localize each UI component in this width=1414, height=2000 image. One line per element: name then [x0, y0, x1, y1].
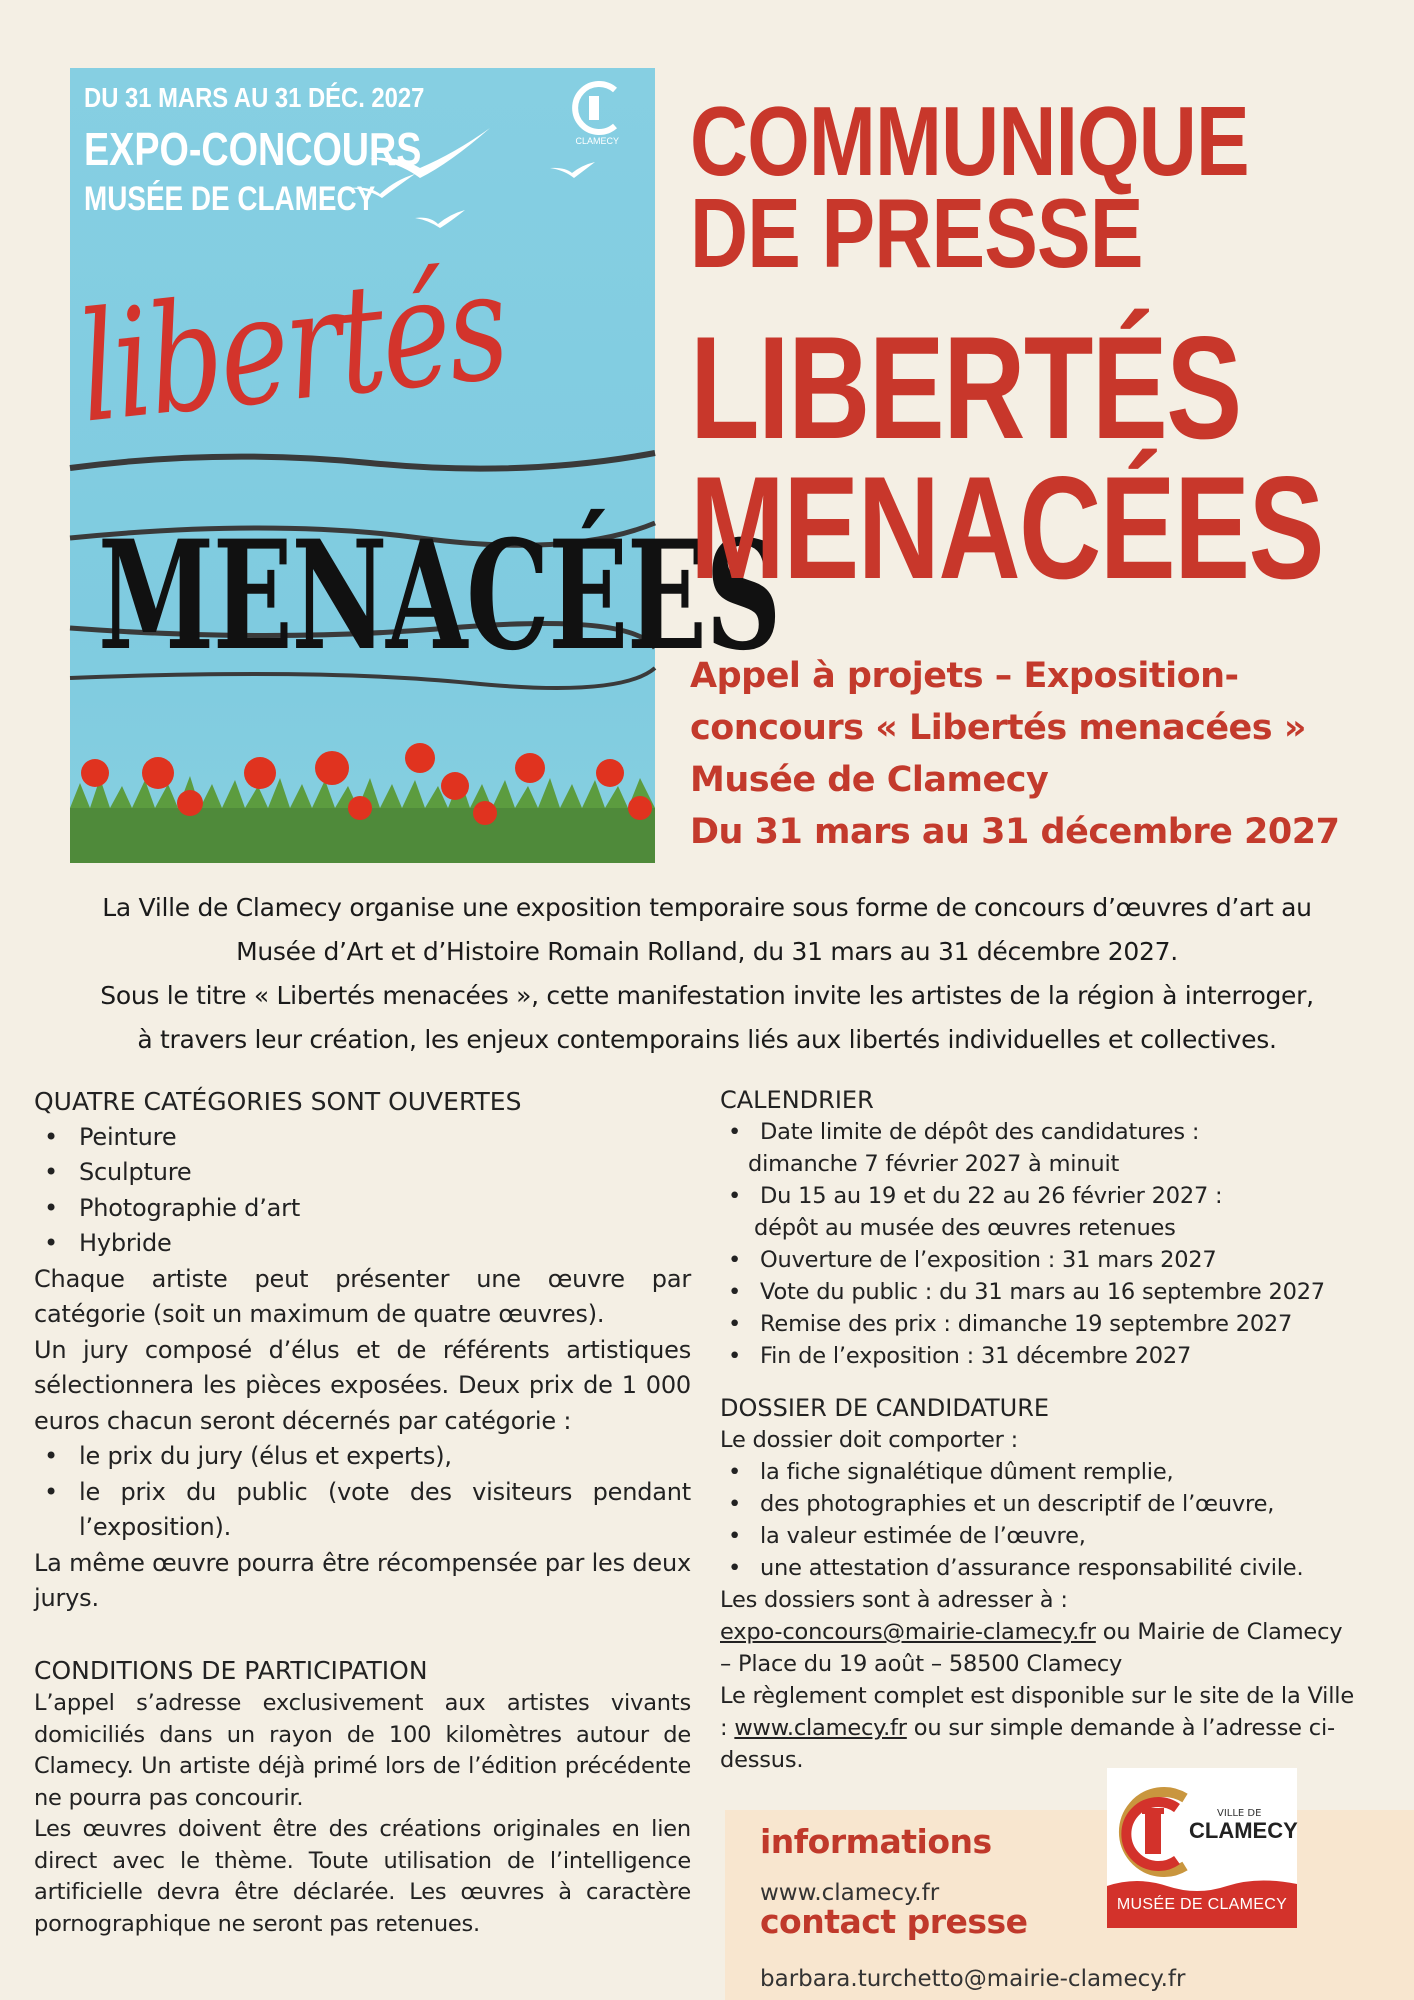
poster-musee-line: MUSÉE DE CLAMECY: [84, 180, 376, 218]
reglement-line3: dessus.: [720, 1747, 804, 1773]
website-link[interactable]: www.clamecy.fr: [734, 1715, 907, 1741]
communique-line2: DE PRESSE: [690, 178, 1143, 288]
left-column: [34, 1084, 691, 1940]
dossier-intro: Le dossier doit comporter :: [720, 1427, 1018, 1453]
categories-para3: La même œuvre pourra être récompensée par les deux jurys.: [34, 1548, 691, 1612]
reglement-line2: [720, 1712, 1390, 1744]
intro-line1: La Ville de Clamecy organise une exposition temporaire sous forme de concours d’œuvres d’art au: [102, 893, 1312, 922]
intro-line2: Musée d’Art et d’Histoire Romain Rolland, du 31 mars au 31 décembre 2027.: [236, 937, 1178, 966]
info-title: informations: [760, 1822, 992, 1861]
main-title: [690, 306, 1323, 609]
appel-line2: concours « Libertés menacées »: [690, 708, 1306, 748]
address-line2: – Place du 19 août – 58500 Clamecy: [720, 1651, 1123, 1677]
dossier-title: DOSSIER DE CANDIDATURE: [720, 1394, 1050, 1422]
reglement-line1: Le règlement complet est disponible sur le site de la Ville: [720, 1683, 1354, 1709]
appel-line3: Musée de Clamecy: [690, 760, 1049, 800]
dossier-list: [720, 1456, 1390, 1584]
conditions-title: CONDITIONS DE PARTICIPATION: [34, 1655, 428, 1685]
intro-line3: Sous le titre « Libertés menacées », cette manifestation invite les artistes de la région à interroger,: [100, 981, 1314, 1010]
title-line1: LIBERTÉS: [690, 306, 1241, 469]
info-url-link[interactable]: www.clamecy.fr: [760, 1880, 940, 1906]
poster-logo-label: CLAMECY: [575, 136, 619, 146]
categories-para2: Un jury composé d’élus et de référents artistiques sélectionnera les pièces exposées. Deux prix de 1 000 euros chacun seront décernés par catégorie :: [34, 1335, 691, 1435]
list-item: • Hybride: [34, 1226, 691, 1262]
conditions-para2: Les œuvres doivent être des créations originales en lien direct avec le thème. Toute utilisation de l’intelligence artificielle devra être déclarée. Les œuvres à caractère pornographique ne seront pas retenues.: [34, 1816, 691, 1937]
poster-expo-line: EXPO-CONCOURS: [84, 123, 422, 175]
categories-para1: Chaque artiste peut présenter une œuvre par catégorie (soit un maximum de quatre œuvres).: [34, 1264, 691, 1328]
categories-list: [34, 1120, 691, 1262]
list-item: • Photographie d’art: [34, 1191, 691, 1227]
list-item: • Remise des prix : dimanche 19 septembre 2027: [720, 1308, 1390, 1340]
categories-title: QUATRE CATÉGORIES SONT OUVERTES: [34, 1087, 522, 1116]
intro-line4: à travers leur création, les enjeux contemporains liés aux libertés individuelles et collectives.: [137, 1025, 1277, 1054]
calendar-item-line: • Date limite de dépôt des candidatures :: [760, 1119, 1200, 1145]
logo-musee: MUSÉE DE CLAMECY: [1116, 1896, 1288, 1913]
list-item: • Vote du public : du 31 mars au 16 septembre 2027: [720, 1276, 1390, 1308]
calendar-item-line: dépôt au musée des œuvres retenues: [754, 1215, 1176, 1241]
musee-logo: [1107, 1768, 1297, 1928]
list-item: • la valeur estimée de l’œuvre,: [720, 1520, 1390, 1552]
dossier-send-to: Les dossiers sont à adresser à :: [720, 1587, 1068, 1613]
list-item: • une attestation d’assurance responsabilité civile.: [720, 1552, 1390, 1584]
poster-script-word: libertés: [70, 238, 514, 457]
list-item: [720, 1180, 1390, 1244]
list-item: • Fin de l’exposition : 31 décembre 2027: [720, 1340, 1390, 1372]
contact-title: contact presse: [760, 1902, 1028, 1941]
list-item: • Peinture: [34, 1120, 691, 1156]
list-item: • le prix du public (vote des visiteurs pendant l’exposition).: [34, 1475, 691, 1546]
title-line2: MENACÉES: [690, 446, 1323, 609]
info-box: [725, 1810, 1414, 2000]
poster-black-word: MENACÉES: [98, 508, 780, 684]
dossier-address: [720, 1616, 1390, 1648]
email-link[interactable]: expo-concours@mairie-clamecy.fr: [720, 1619, 1096, 1645]
poster-date-line: DU 31 MARS AU 31 DÉC. 2027: [84, 82, 425, 113]
list-item: • Ouverture de l’exposition : 31 mars 2027: [720, 1244, 1390, 1276]
logo-ville: VILLE DE: [1217, 1808, 1262, 1819]
calendrier-title: CALENDRIER: [720, 1086, 874, 1114]
appel-line1: Appel à projets – Exposition-: [690, 656, 1239, 696]
calendar-item-line: dimanche 7 février 2027 à minuit: [748, 1151, 1120, 1177]
reglement-colon: :: [720, 1715, 735, 1741]
appel-subtitle: [690, 650, 1390, 858]
poster-image: [70, 68, 780, 863]
address-text: ou Mairie de Clamecy: [1095, 1619, 1343, 1645]
conditions-para1: L’appel s’adresse exclusivement aux artistes vivants domiciliés dans un rayon de 100 kilomètres autour de Clamecy. Un artiste déjà primé lors de l’édition précédente ne pourra pas concourir.: [34, 1690, 691, 1811]
calendrier-list: [720, 1116, 1390, 1372]
calendar-item-line: • Du 15 au 19 et du 22 au 26 février 2027 :: [760, 1183, 1223, 1209]
communique-line1: COMMUNIQUE: [690, 86, 1249, 196]
prizes-list: [34, 1439, 691, 1546]
list-item: • des photographies et un descriptif de l’œuvre,: [720, 1488, 1390, 1520]
list-item: • la fiche signalétique dûment remplie,: [720, 1456, 1390, 1488]
right-column: [720, 1084, 1390, 1776]
list-item: [720, 1116, 1390, 1180]
contact-email-link[interactable]: barbara.turchetto@mairie-clamecy.fr: [760, 1966, 1186, 1992]
intro-paragraph: [40, 886, 1374, 1062]
list-item: • le prix du jury (élus et experts),: [34, 1439, 691, 1475]
logo-clamecy: CLAMECY: [1189, 1818, 1298, 1843]
list-item: • Sculpture: [34, 1155, 691, 1191]
communique-heading: [690, 86, 1249, 288]
appel-line4: Du 31 mars au 31 décembre 2027: [690, 812, 1340, 852]
reglement-text: ou sur simple demande à l’adresse ci-: [906, 1715, 1335, 1741]
